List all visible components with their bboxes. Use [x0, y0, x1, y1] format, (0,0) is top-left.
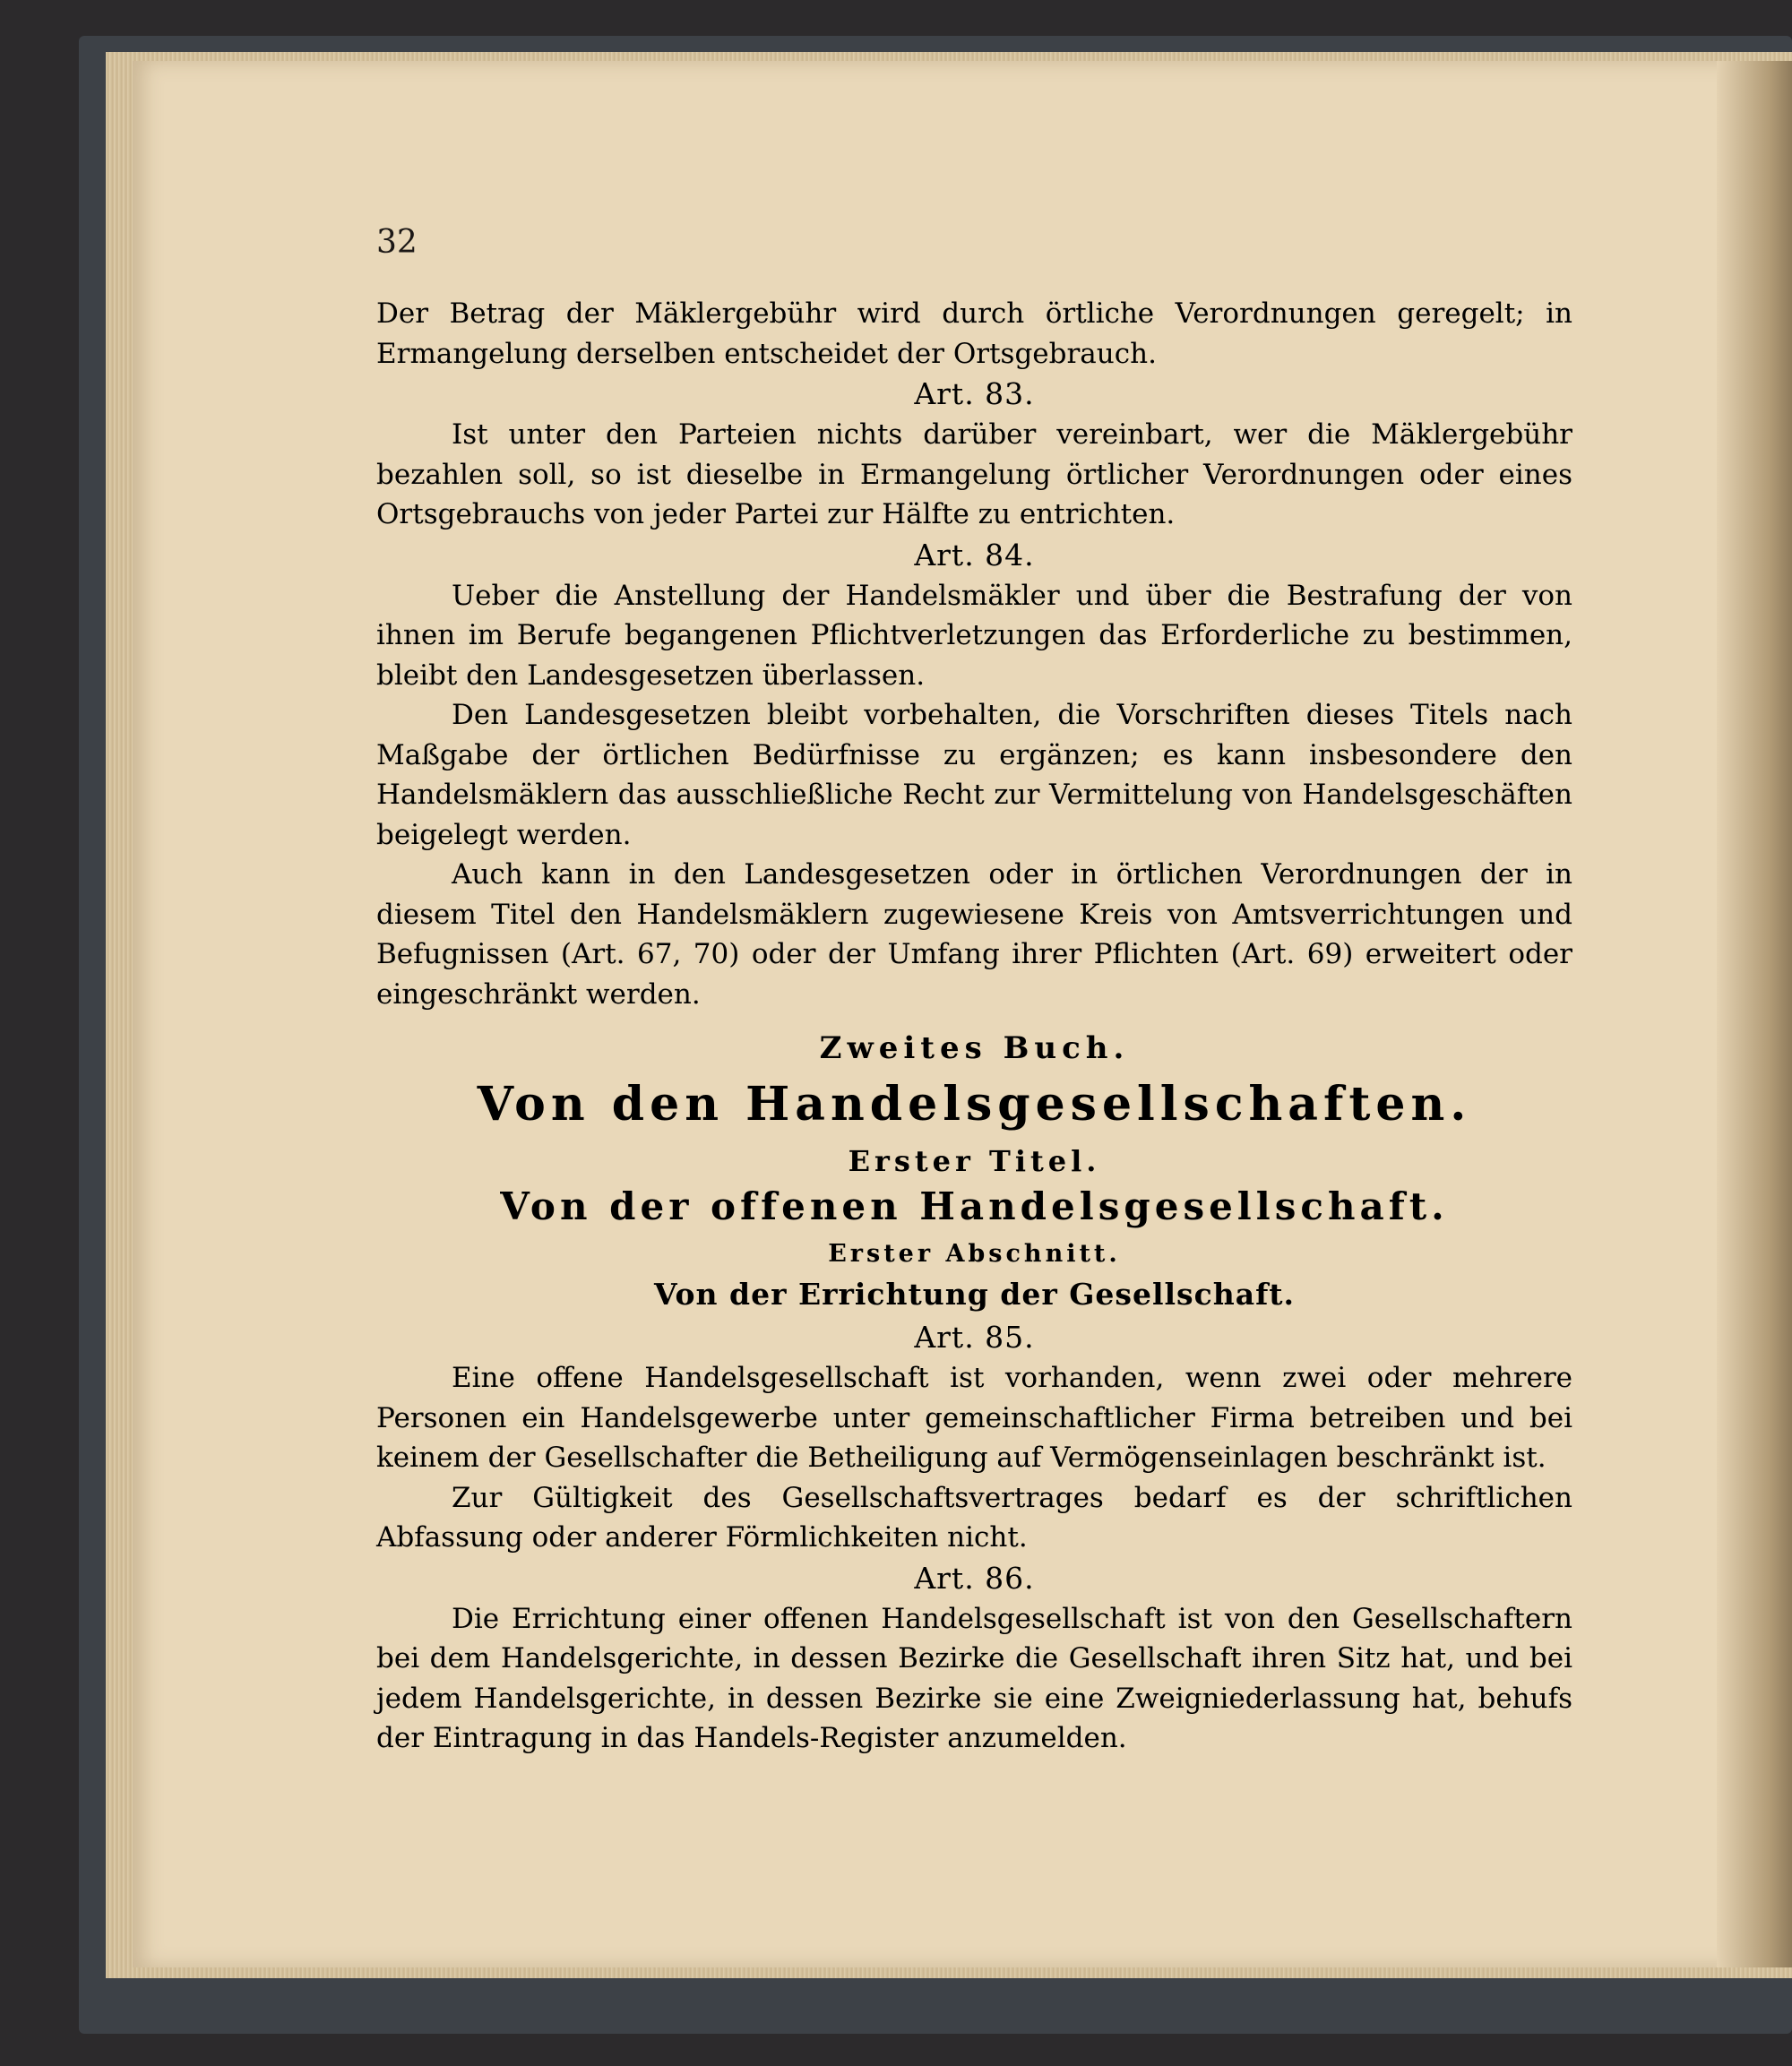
paragraph: Ist unter den Parteien nichts darüber vereinbart, wer die Mäklergebühr bezahlen soll, so ist dieselbe in Ermangelung örtlicher Verordnungen oder eines Ortsgebrauchs von jeder Partei zur Hälfte zu entrichten.	[376, 418, 1572, 530]
page-gutter	[1717, 61, 1792, 1967]
paragraph: Auch kann in den Landesgesetzen oder in örtlichen Verordnungen der in diesem Titel den Handelsmäklern zugewiesene Kreis von Amtsverrichtungen und Befugnissen (Art. 67, 70) oder der Umfang ihrer Pflichten (Art. 69) erweitert oder eingeschränkt werden.	[376, 858, 1572, 1011]
article-heading: Art. 86.	[914, 1560, 1035, 1596]
paragraph: Der Betrag der Mäklergebühr wird durch örtliche Verordnungen geregelt; in Ermangelung derselben entscheidet der Ortsgebrauch.	[376, 297, 1572, 370]
paragraph: Ueber die Anstellung der Handelsmäkler und über die Bestrafung der von ihnen im Berufe begangenen Pflichtverletzungen das Erforderliche zu bestimmen, bleibt den Landesgesetzen überlassen.	[376, 579, 1572, 692]
article-heading: Art. 85.	[914, 1320, 1035, 1355]
page-text	[376, 294, 1572, 1759]
article-heading: Art. 83.	[914, 376, 1035, 411]
title-heading: Erster Titel.	[848, 1144, 1101, 1178]
section-heading: Erster Abschnitt.	[828, 1240, 1121, 1268]
article-heading: Art. 84.	[914, 537, 1035, 572]
paragraph: Eine offene Handelsgesellschaft ist vorhanden, wenn zwei oder mehrere Personen ein Handelsgewerbe unter gemeinschaftlicher Firma betreiben und bei keinem der Gesellschafter die Betheiligung auf Vermögenseinlagen beschränkt ist.	[376, 1362, 1572, 1474]
section-name: Von der Errichtung der Gesellschaft.	[653, 1277, 1296, 1312]
book-title: Von den Handelsgesellschaften.	[477, 1077, 1472, 1132]
paragraph: Den Landesgesetzen bleibt vorbehalten, die Vorschriften dieses Titels nach Maßgabe der örtlichen Bedürfnisse zu ergänzen; es kann insbesondere den Handelsmäklern das ausschließliche Recht zur Vermittelung von Handelsgeschäften beigelegt werden.	[376, 699, 1572, 851]
book-heading: Zweites Buch.	[819, 1030, 1130, 1066]
title-name: Von der offenen Handelsgesellschaft.	[500, 1184, 1449, 1228]
paragraph: Die Errichtung einer offenen Handelsgesellschaft ist von den Gesellschaftern bei dem Handelsgerichte, in dessen Bezirke die Gesellschaft ihren Sitz hat, und bei jedem Handelsgerichte, in dessen Bezirke sie eine Zweigniederlassung hat, behufs der Eintragung in das Handels-Register anzumelden.	[376, 1602, 1572, 1754]
paragraph: Zur Gültigkeit des Gesellschaftsvertrages bedarf es der schriftlichen Abfassung oder anderer Förmlichkeiten nicht.	[376, 1481, 1572, 1554]
page-number: 32	[376, 224, 418, 261]
